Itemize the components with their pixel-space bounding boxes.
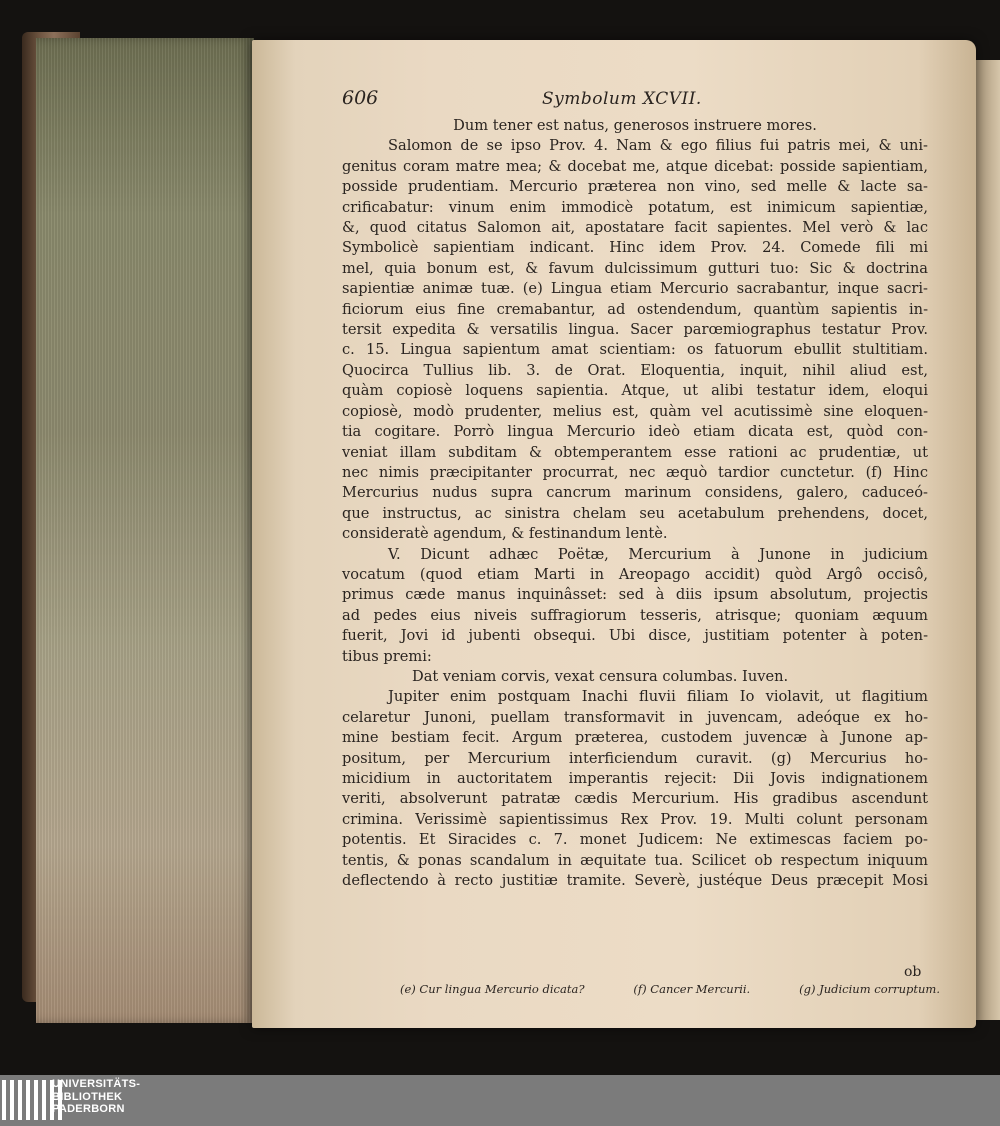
text-line: Jupiter enim postquam Inachi fluvii filiam Io violavit, ut flagitium: [388, 688, 928, 706]
text-line: Dum tener est natus, generosos instruere mores.: [453, 117, 817, 134]
text-line: tentis, & ponas scandalum in æquitate tua. Scilicet ob respectum iniquum: [342, 851, 928, 869]
text-line: consideratè agendum, & festinandum lentè.: [342, 525, 668, 543]
text-line: c. 15. Lingua sapientum amat scientiam: os fatuorum ebullit stultitiam.: [342, 341, 928, 359]
verse-line: Dat veniam corvis, vexat censura columbas. Iuven.: [412, 667, 789, 685]
text-line: tersit expedita & versatilis lingua. Sacer parœmiographus testatur Prov.: [342, 321, 928, 339]
text-line: ad pedes eius niveis suffragiorum tesseris, atrisque; quoniam æquum: [342, 606, 928, 624]
text-line: que instructus, ac sinistra chelam seu acetabulum prehendens, docet,: [342, 504, 928, 522]
text-line: crificabatur: vinum enim immodicè potatum, est inimicum sapientiæ,: [342, 198, 928, 216]
running-title: Symbolum XCVII.: [542, 89, 702, 109]
text-line: veniat illam subditam & obtemperantem esse rationi ac prudentiæ, ut: [342, 443, 928, 461]
text-line: Symbolicè sapientiam indicant. Hinc idem Prov. 24. Comede fili mi: [342, 239, 928, 257]
page-text: [342, 88, 928, 891]
text-line: copiosè, modò prudenter, melius est, quàm vel acutissimè sine eloquen-: [342, 402, 928, 420]
text-line: vocatum (quod etiam Marti in Areopago accidit) quòd Argô occisô,: [342, 565, 928, 583]
text-line: Salomon de se ipso Prov. 4. Nam & ego filius fui patris mei, & uni-: [388, 137, 928, 155]
text-line: micidium in auctoritatem imperantis rejecit: Dii Jovis indignationem: [342, 770, 928, 787]
text-line: quàm copiosè loquens sapientia. Atque, ut alibi testatur idem, eloqui: [342, 382, 928, 400]
page-header: [342, 88, 928, 112]
text-line: tia cogitare. Porrò lingua Mercurio ideò etiam dicata est, quòd con-: [342, 423, 928, 441]
library-name-line: UNIVERSITÄTS-: [52, 1078, 141, 1090]
text-line: veriti, absolverunt patratæ cædis Mercurium. His gradibus ascendunt: [342, 790, 928, 808]
footnote-f: (f) Cancer Mercurii.: [633, 982, 751, 996]
text-line: Quocirca Tullius lib. 3. de Orat. Eloquentia, inquit, nihil aliud est,: [342, 361, 928, 379]
text-line: primus cæde manus inquinâsset: sed à diis ipsum absolutum, projectis: [342, 586, 928, 604]
text-line: potentis. Et Siracides c. 7. monet Judicem: Ne extimescas faciem po-: [342, 831, 928, 849]
page-edges: [36, 38, 254, 1023]
library-name-line: PADERBORN: [52, 1103, 125, 1115]
text-line: mel, quia bonum est, & favum dulcissimum gutturi tuo: Sic & doctrina: [342, 259, 928, 277]
book-page: [252, 40, 976, 1028]
text-line: celaretur Junoni, puellam transformavit in juvencam, adeóque ex ho-: [342, 708, 928, 726]
text-line: &, quod citatus Salomon ait, apostatare facit sapientes. Mel verò & lac: [342, 219, 928, 237]
library-name: [52, 1078, 140, 1116]
footnote-e: (e) Cur lingua Mercurio dicata?: [400, 982, 585, 996]
text-line: crimina. Verissimè sapientissimus Rex Prov. 19. Multi colunt personam: [342, 810, 928, 828]
text-line: ficiorum eius fine cremabantur, ad ostendendum, quantùm sapientis in-: [342, 300, 928, 318]
library-name-line: BIBLIOTHEK: [52, 1090, 123, 1103]
library-footer: [0, 1075, 1000, 1126]
text-line: sapientiæ animæ tuæ. (e) Lingua etiam Mercurio sacrabantur, inque sacri-: [342, 280, 928, 298]
text-line: Mercurius nudus supra cancrum marinum considens, galero, caduceó-: [342, 484, 928, 502]
page-number: 606: [342, 87, 379, 109]
catchword: ob: [904, 964, 922, 980]
text-line: deflectendo à recto justitiæ tramite. Severè, justéque Deus præcepit Mosi: [342, 872, 928, 890]
text-line: posside prudentiam. Mercurio præterea non vino, sed melle & lacte sa-: [342, 178, 928, 196]
text-line: fuerit, Jovi id jubenti obsequi. Ubi disce, justitiam potenter à poten-: [342, 627, 928, 645]
text-line: nec nimis præcipitanter procurrat, nec æquò tardior cunctetur. (f) Hinc: [342, 463, 928, 481]
facing-page-edge: [972, 60, 1000, 1020]
footnotes: [400, 982, 940, 996]
text-line: tibus premi:: [342, 647, 432, 665]
text-line: mine bestiam fecit. Argum præterea, custodem juvencæ à Junone ap-: [342, 729, 928, 747]
text-line: V. Dicunt adhæc Poëtæ, Mercurium à Junone in judicium: [388, 545, 928, 563]
text-line: genitus coram matre mea; & docebat me, atque dicebat: posside sapientiam,: [342, 157, 928, 175]
text-line: positum, per Mercurium interficiendum curavit. (g) Mercurius ho-: [342, 749, 928, 767]
footnote-g: (g) Judicium corruptum.: [799, 982, 940, 996]
